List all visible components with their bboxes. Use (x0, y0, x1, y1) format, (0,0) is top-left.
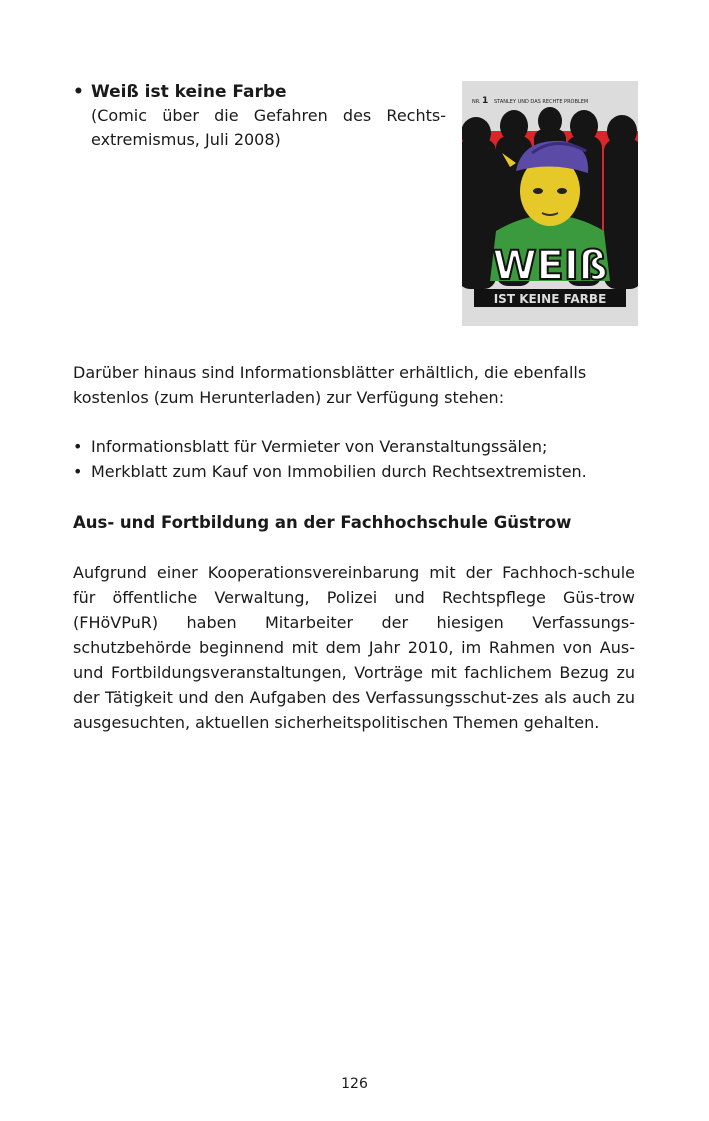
section-heading: Aus- und Fortbildung an der Fachhochschule Güstrow (73, 513, 572, 532)
paragraph-cooperation: Aufgrund einer Kooperationsvereinbarung mit der Fachhoch-schule für öffentliche Verwaltung, Polizei und Rechtspflege Güs-trow (FHöVPuR) haben Mitarbeiter der hiesigen Verfassungs-schutzbehörde beginnend mit dem Jahr 2010, im Rahmen von Aus- und Fortbildungsveranstaltungen, Vorträge mit fachlichem Bezug zu der Tätigkeit und den Aufgaben des Verfassungsschut-zes als auch zu ausgesuchten, aktuellen sicherheitspolitischen Themen gehalten. (73, 563, 635, 732)
comic-cover-image (462, 81, 638, 326)
page-number: 126 (341, 1076, 368, 1092)
cover-title-big: WEIß (492, 243, 608, 289)
paragraph-info-sheets: Darüber hinaus sind Informationsblätter erhältlich, die ebenfalls kostenlos (zum Herunterladen) zur Verfügung stehen: (73, 363, 587, 407)
list-item (73, 459, 635, 484)
cover-title-sub: IST KEINE FARBE (493, 292, 607, 306)
cover-number-prefix: NR. (472, 99, 481, 105)
info-sheet-list (73, 434, 635, 484)
bullet: • (73, 462, 83, 481)
publication-item (73, 80, 446, 152)
publication-description: (Comic über die Gefahren des Rechts-extremismus, Juli 2008) (91, 106, 446, 149)
bullet: • (73, 82, 84, 102)
cover-number: 1 (482, 96, 489, 106)
publication-title: Weiß ist keine Farbe (91, 82, 287, 102)
bullet: • (73, 437, 83, 456)
list-item (73, 434, 635, 459)
list-item-text: Merkblatt zum Kauf von Immobilien durch Rechtsextremisten. (91, 462, 587, 481)
list-item-text: Informationsblatt für Vermieter von Veranstaltungssälen; (91, 437, 548, 456)
cover-series-line: STANLEY UND DAS RECHTE PROBLEM (494, 99, 589, 105)
